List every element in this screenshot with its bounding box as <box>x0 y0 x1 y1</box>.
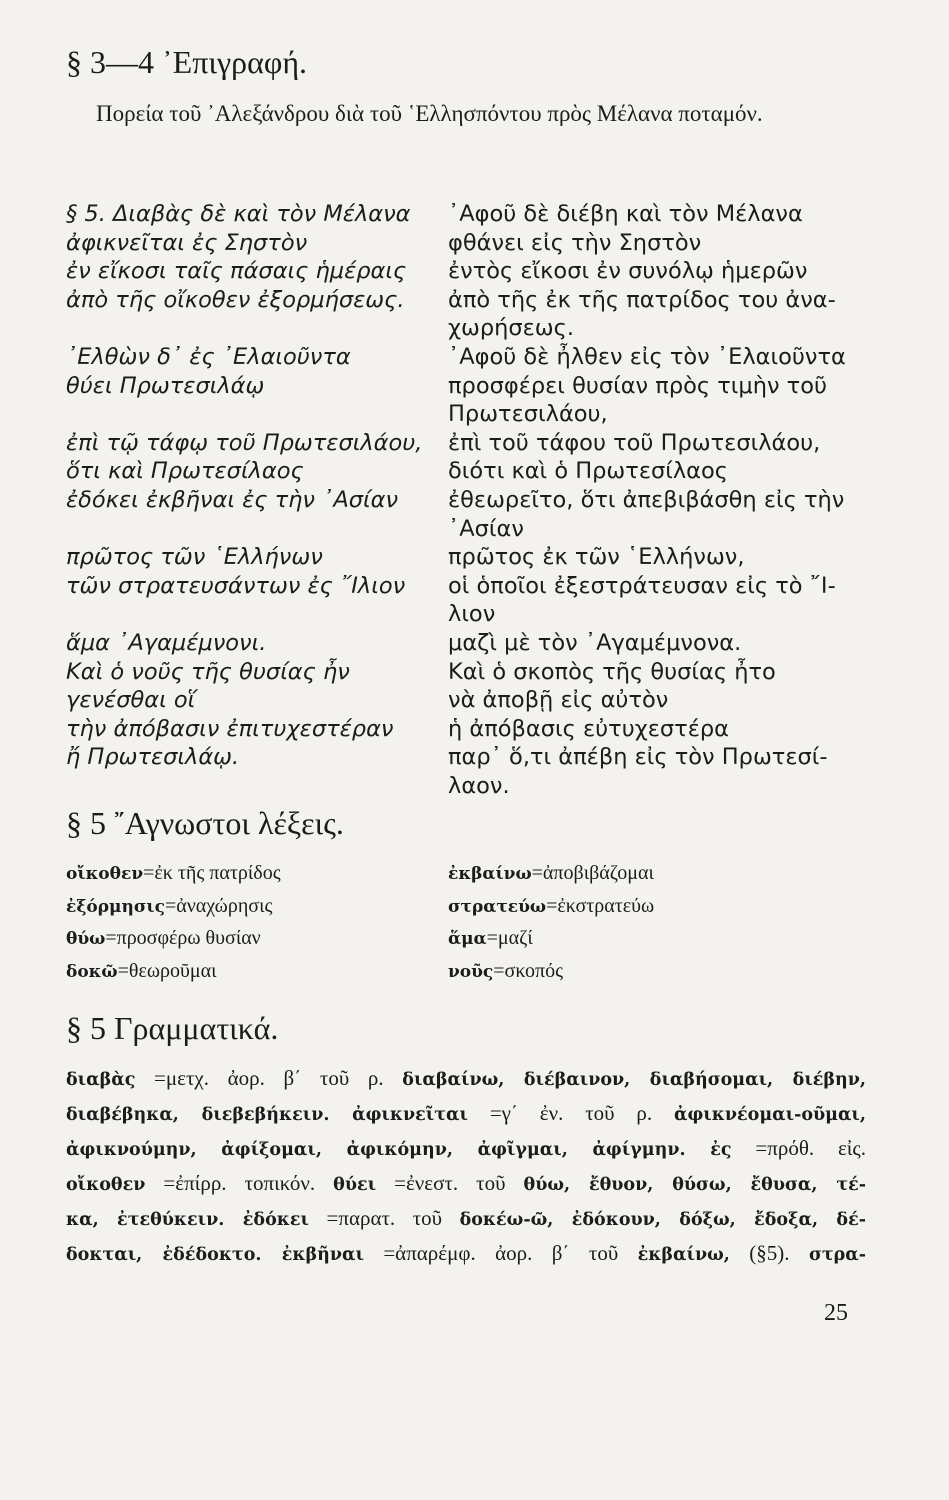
ancient-text-column <box>66 200 422 772</box>
text-line: λιον <box>448 601 496 628</box>
vocab-entry <box>448 922 654 955</box>
grammar-note: =παρατ. τοῦ <box>326 1206 460 1230</box>
vocab-entry <box>66 857 281 890</box>
text-line: ἀπὸ τῆς ἐκ τῆς πατρίδος του ἀνα- <box>448 286 836 313</box>
text-line: φθάνει εἰς τὴν Σηστὸν <box>448 229 702 256</box>
vocab-word: ἐξόρμησις <box>66 896 165 917</box>
vocab-word: δοκῶ <box>66 961 118 982</box>
grammar-line <box>66 1167 866 1202</box>
text-line: πρῶτος τῶν ῾Ελλήνων <box>66 544 323 571</box>
text-line <box>66 314 422 343</box>
grammar-form: οἴκοθεν <box>66 1175 146 1195</box>
grammar-form: δοκέω-ῶ, ἐδόκουν, δόξω, ἔδοξα, δέ- <box>459 1210 866 1230</box>
vocab-word: ἐκβαίνω <box>448 864 532 884</box>
vocab-word: ἅμα <box>448 929 487 949</box>
vocab-entry <box>66 890 281 923</box>
text-line: ᾿Ελθὼν δ᾿ ἐς ᾿Ελαιοῦντα <box>66 343 351 370</box>
text-line: ᾿Αφοῦ δὲ ἦλθεν εἰς τὸν ᾿Ελαιοῦντα <box>448 343 846 370</box>
grammar-form: διαβαίνω, διέβαινον, διαβήσομαι, διέβην, <box>402 1070 867 1090</box>
vocab-entry <box>66 922 281 955</box>
vocab-meaning: =ἀποβιβάζομαι <box>531 862 654 884</box>
vocab-entry <box>448 955 654 988</box>
text-line: τὴν ἀπόβασιν ἐπιτυχεστέραν <box>66 715 394 742</box>
vocab-meaning: =προσφέρω θυσίαν <box>105 927 261 949</box>
vocab-entry <box>448 857 654 890</box>
text-line: Καὶ ὁ σκοπὸς τῆς θυσίας ἦτο <box>448 658 776 685</box>
text-line: ᾿Ασίαν <box>448 515 524 542</box>
vocab-word: οἴκοθεν <box>66 864 144 884</box>
page-number: 25 <box>824 1300 848 1326</box>
text-line: Καὶ ὁ νοῦς τῆς θυσίας ἦν <box>66 658 350 685</box>
grammar-form: ἀφικνούμην, ἀφίξομαι, ἀφικόμην, ἀφῖγμαι, ἀφίγμην. ἐς <box>66 1140 732 1160</box>
vocab-meaning: =ἀναχώρησις <box>164 894 273 917</box>
text-line <box>66 600 422 629</box>
text-line: ἀφικνεῖται ἐς Σηστὸν <box>66 229 308 256</box>
grammar-line <box>66 1062 866 1097</box>
text-line: ἐν εἴκοσι ταῖς πάσαις ἡμέραις <box>66 258 407 285</box>
text-line <box>66 515 422 544</box>
text-line: ἐπὶ τοῦ τάφου τοῦ Πρωτεσιλάου, <box>448 429 821 456</box>
vocab-meaning: =σκοπός <box>493 959 563 982</box>
grammar-form: θύει <box>333 1175 377 1195</box>
text-line: θύει Πρωτεσιλάῳ <box>66 372 265 399</box>
grammar-line <box>66 1132 866 1167</box>
grammar-note: =ἀπαρέμφ. ἀορ. β΄ τοῦ <box>383 1241 638 1265</box>
text-line: ἅμα ᾿Αγαμέμνονι. <box>66 629 267 656</box>
vocab-meaning: =ἐκ τῆς πατρίδος <box>143 862 281 884</box>
grammar-note: =ἐπίρρ. τοπικόν. <box>163 1171 334 1195</box>
text-line: ἡ ἀπόβασις εὐτυχεστέρα <box>448 715 729 742</box>
grammar-line <box>66 1237 866 1272</box>
grammar-form: ἀφικνέομαι-οῦμαι, <box>674 1105 866 1125</box>
grammar-line <box>66 1202 866 1237</box>
vocab-word: νοῦς <box>448 961 494 982</box>
vocabulary-right <box>448 857 654 987</box>
grammar-form: δοκται, ἐδέδοκτο. ἐκβῆναι <box>66 1245 364 1265</box>
text-line: παρ᾿ ὅ,τι ἀπέβη εἰς τὸν Πρωτεσί- <box>448 744 828 771</box>
text-line: ἤ Πρωτεσιλάῳ. <box>66 744 240 771</box>
grammar-note: (§5). <box>749 1241 809 1265</box>
text-line: Πρωτεσιλάου, <box>448 401 608 428</box>
grammar-form: στρα- <box>808 1245 867 1265</box>
text-line: ὅτι καὶ Πρωτεσίλαος <box>66 458 304 485</box>
text-line: νὰ ἀποβῇ εἰς αὐτὸν <box>448 687 669 714</box>
section-title-epigraphe: § 3—4 ᾿Επιγραφή. <box>66 44 308 80</box>
text-line: ἀπὸ τῆς οἴκοθεν ἐξορμήσεως. <box>66 286 405 313</box>
text-line: πρῶτος ἐκ τῶν ῾Ελλήνων, <box>448 544 745 571</box>
grammar-note: =ἐνεστ. τοῦ <box>394 1171 524 1195</box>
grammar-form: κα, ἐτεθύκειν. ἐδόκει <box>66 1210 309 1230</box>
text-line: τῶν στρατευσάντων ἐς ῎Ιλιον <box>66 572 406 599</box>
text-line: οἱ ὁποῖοι ἐξεστράτευσαν εἰς τὸ ῎Ι- <box>448 572 836 599</box>
vocab-meaning: =ἐκστρατεύω <box>546 894 655 917</box>
text-line: ἐντὸς εἴκοσι ἐν συνόλῳ ἡμερῶν <box>448 258 808 285</box>
grammar-form: ἐκβαίνω, <box>637 1245 730 1265</box>
text-line: ἐθεωρεῖτο, ὅτι ἀπεβιβάσθη εἰς τὴν <box>448 486 845 513</box>
vocab-meaning: =θεωροῦμαι <box>117 959 217 982</box>
section-title-vocabulary: § 5 ῎Αγνωστοι λέξεις. <box>66 805 344 841</box>
vocab-word: στρατεύω <box>448 896 547 917</box>
grammar-note: =πρόθ. εἰς. <box>755 1136 867 1160</box>
text-line: § 5. Διαβὰς δὲ καὶ τὸν Μέλανα <box>66 201 411 227</box>
vocab-meaning: =μαζί <box>486 927 533 949</box>
text-line: χωρήσεως. <box>448 315 575 342</box>
grammar-note: =γ΄ ἐν. τοῦ ρ. <box>489 1101 674 1125</box>
grammar-note: =μετχ. ἀορ. β΄ τοῦ ρ. <box>154 1066 403 1090</box>
text-line: ἐδόκει ἐκβῆναι ἐς τὴν ᾿Ασίαν <box>66 486 399 513</box>
text-line: διότι καὶ ὁ Πρωτεσίλαος <box>448 458 728 485</box>
grammar-line <box>66 1097 866 1132</box>
section-title-grammar: § 5 Γραμματικά. <box>66 1010 279 1046</box>
text-line: λαον. <box>448 772 510 799</box>
text-line: μαζὶ μὲ τὸν ᾿Αγαμέμνονα. <box>448 629 742 656</box>
grammar-form: διαβέβηκα, διεβεβήκειν. ἀφικνεῖται <box>66 1105 468 1125</box>
vocab-entry <box>66 955 281 988</box>
text-line: ἐπὶ τῷ τάφῳ τοῦ Πρωτεσιλάου, <box>66 429 423 456</box>
vocabulary-left <box>66 857 281 987</box>
vocab-entry <box>448 890 654 923</box>
grammar-form: θύω, ἔθυον, θύσω, ἔθυσα, τέ- <box>523 1175 866 1195</box>
modern-translation-column <box>448 200 846 800</box>
text-line: γενέσθαι οἵ <box>66 687 196 714</box>
text-line: προσφέρει θυσίαν πρὸς τιμὴν τοῦ <box>448 372 828 399</box>
epigraphe-text: Πορεία τοῦ ᾿Αλεξάνδρου διὰ τοῦ ῾Ελλησπόντου πρὸς Μέλανα ποταμόν. <box>96 101 763 126</box>
text-line <box>66 400 422 429</box>
text-line: ᾿Αφοῦ δὲ διέβη καὶ τὸν Μέλανα <box>448 201 803 227</box>
grammar-form: διαβὰς <box>66 1070 136 1090</box>
grammar-notes <box>66 1062 866 1272</box>
vocab-word: θύω <box>66 929 106 949</box>
